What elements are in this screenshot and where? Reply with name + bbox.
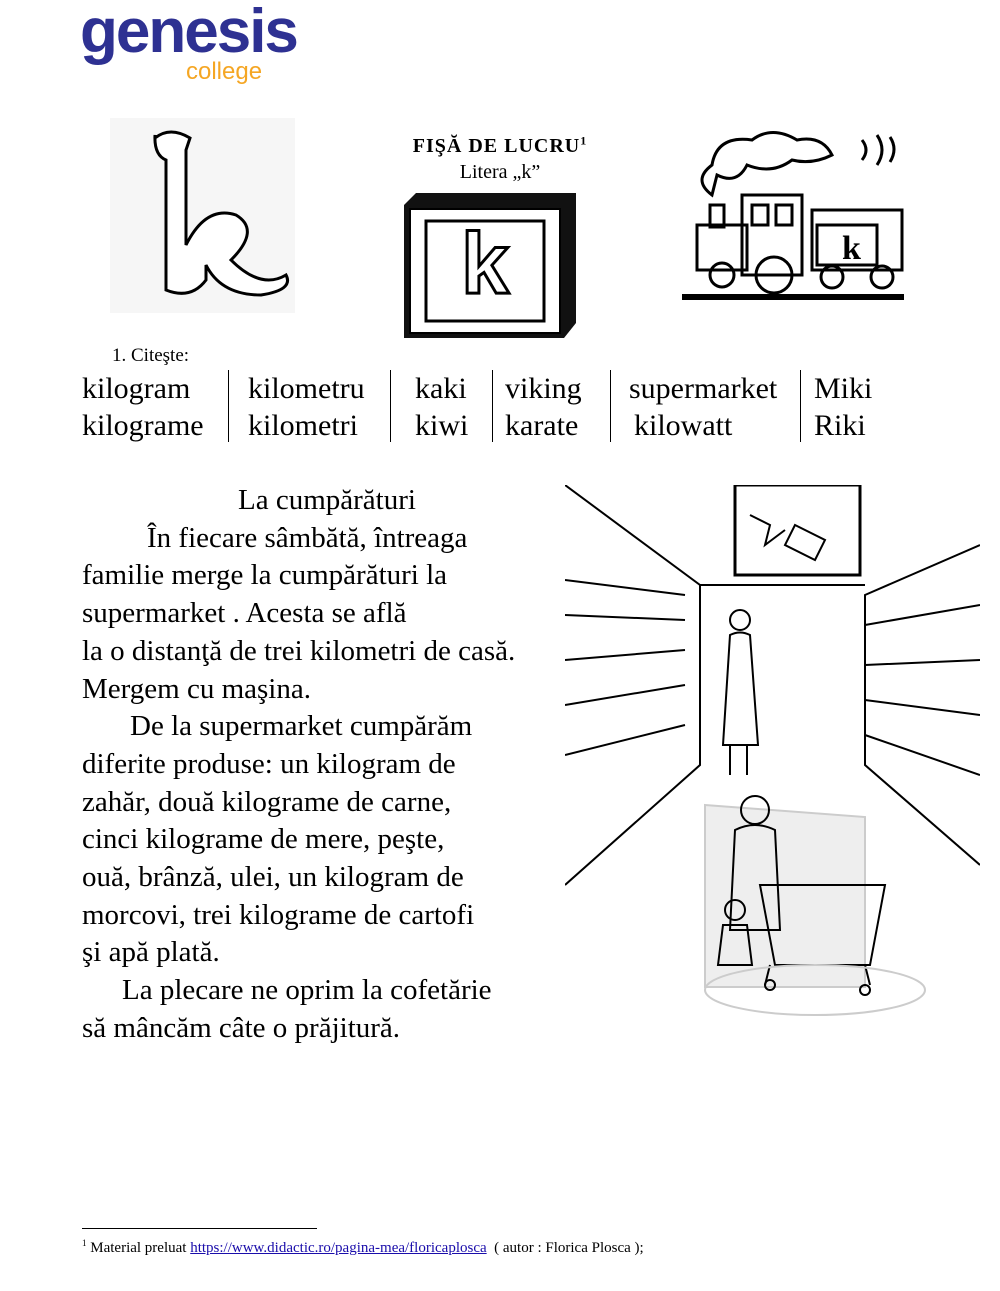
exercise-label: 1. Citeşte: xyxy=(112,345,190,366)
story-text: La cumpărături În fiecare sâmbătă, întreaga familie merge la cumpărături la supermarket . Acesta se află la o distanţă de trei kilometri de casă. Mergem cu maşina. De la supermarket cumpărăm diferite produse: un kilogram de zahăr, două kilograme de carne, cinci kilograme de mere, peşte, ouă, brânză, ulei, un kilogram de morcovi, trei kilograme de cartofi şi apă plată. La plecare ne oprim la cofetărie să mâncăm câte o prăjitură. xyxy=(82,482,562,1048)
footnote-divider xyxy=(82,1228,317,1229)
word-column: viking karate xyxy=(505,372,582,442)
word-column: Miki Riki xyxy=(814,372,873,442)
column-divider xyxy=(610,370,611,442)
column-divider xyxy=(390,370,391,442)
train-letter: k xyxy=(842,230,861,267)
source-link[interactable]: https://www.didactic.ro/pagina-mea/floricaplosca xyxy=(190,1240,487,1256)
logo: genesis xyxy=(80,0,297,66)
worksheet-subtitle: Litera „k” xyxy=(459,161,541,183)
column-divider xyxy=(800,370,801,442)
word-column: kilometru kilometri xyxy=(248,372,365,442)
column-divider xyxy=(492,370,493,442)
column-divider xyxy=(228,370,229,442)
worksheet-title: FIŞĂ DE LUCRU$^1$ xyxy=(412,133,588,157)
supermarket-illustration xyxy=(565,485,980,1030)
word-column: kilogram kilograme xyxy=(82,372,204,442)
block-letter: k xyxy=(461,216,509,312)
letter-block-image xyxy=(404,193,576,338)
word-column: supermarket kilowatt xyxy=(629,372,778,442)
logo-subtitle: college xyxy=(186,58,263,85)
footnote: $^1$ Material preluat https://www.didactic.ro/pagina-mea/floricaplosca ( autor : Florica Plosca ); xyxy=(82,1238,644,1256)
word-column: kaki kiwi xyxy=(415,372,469,442)
letter-k-outline-image xyxy=(110,118,295,313)
train-image xyxy=(682,125,907,303)
story-title: La cumpărături xyxy=(238,484,416,516)
